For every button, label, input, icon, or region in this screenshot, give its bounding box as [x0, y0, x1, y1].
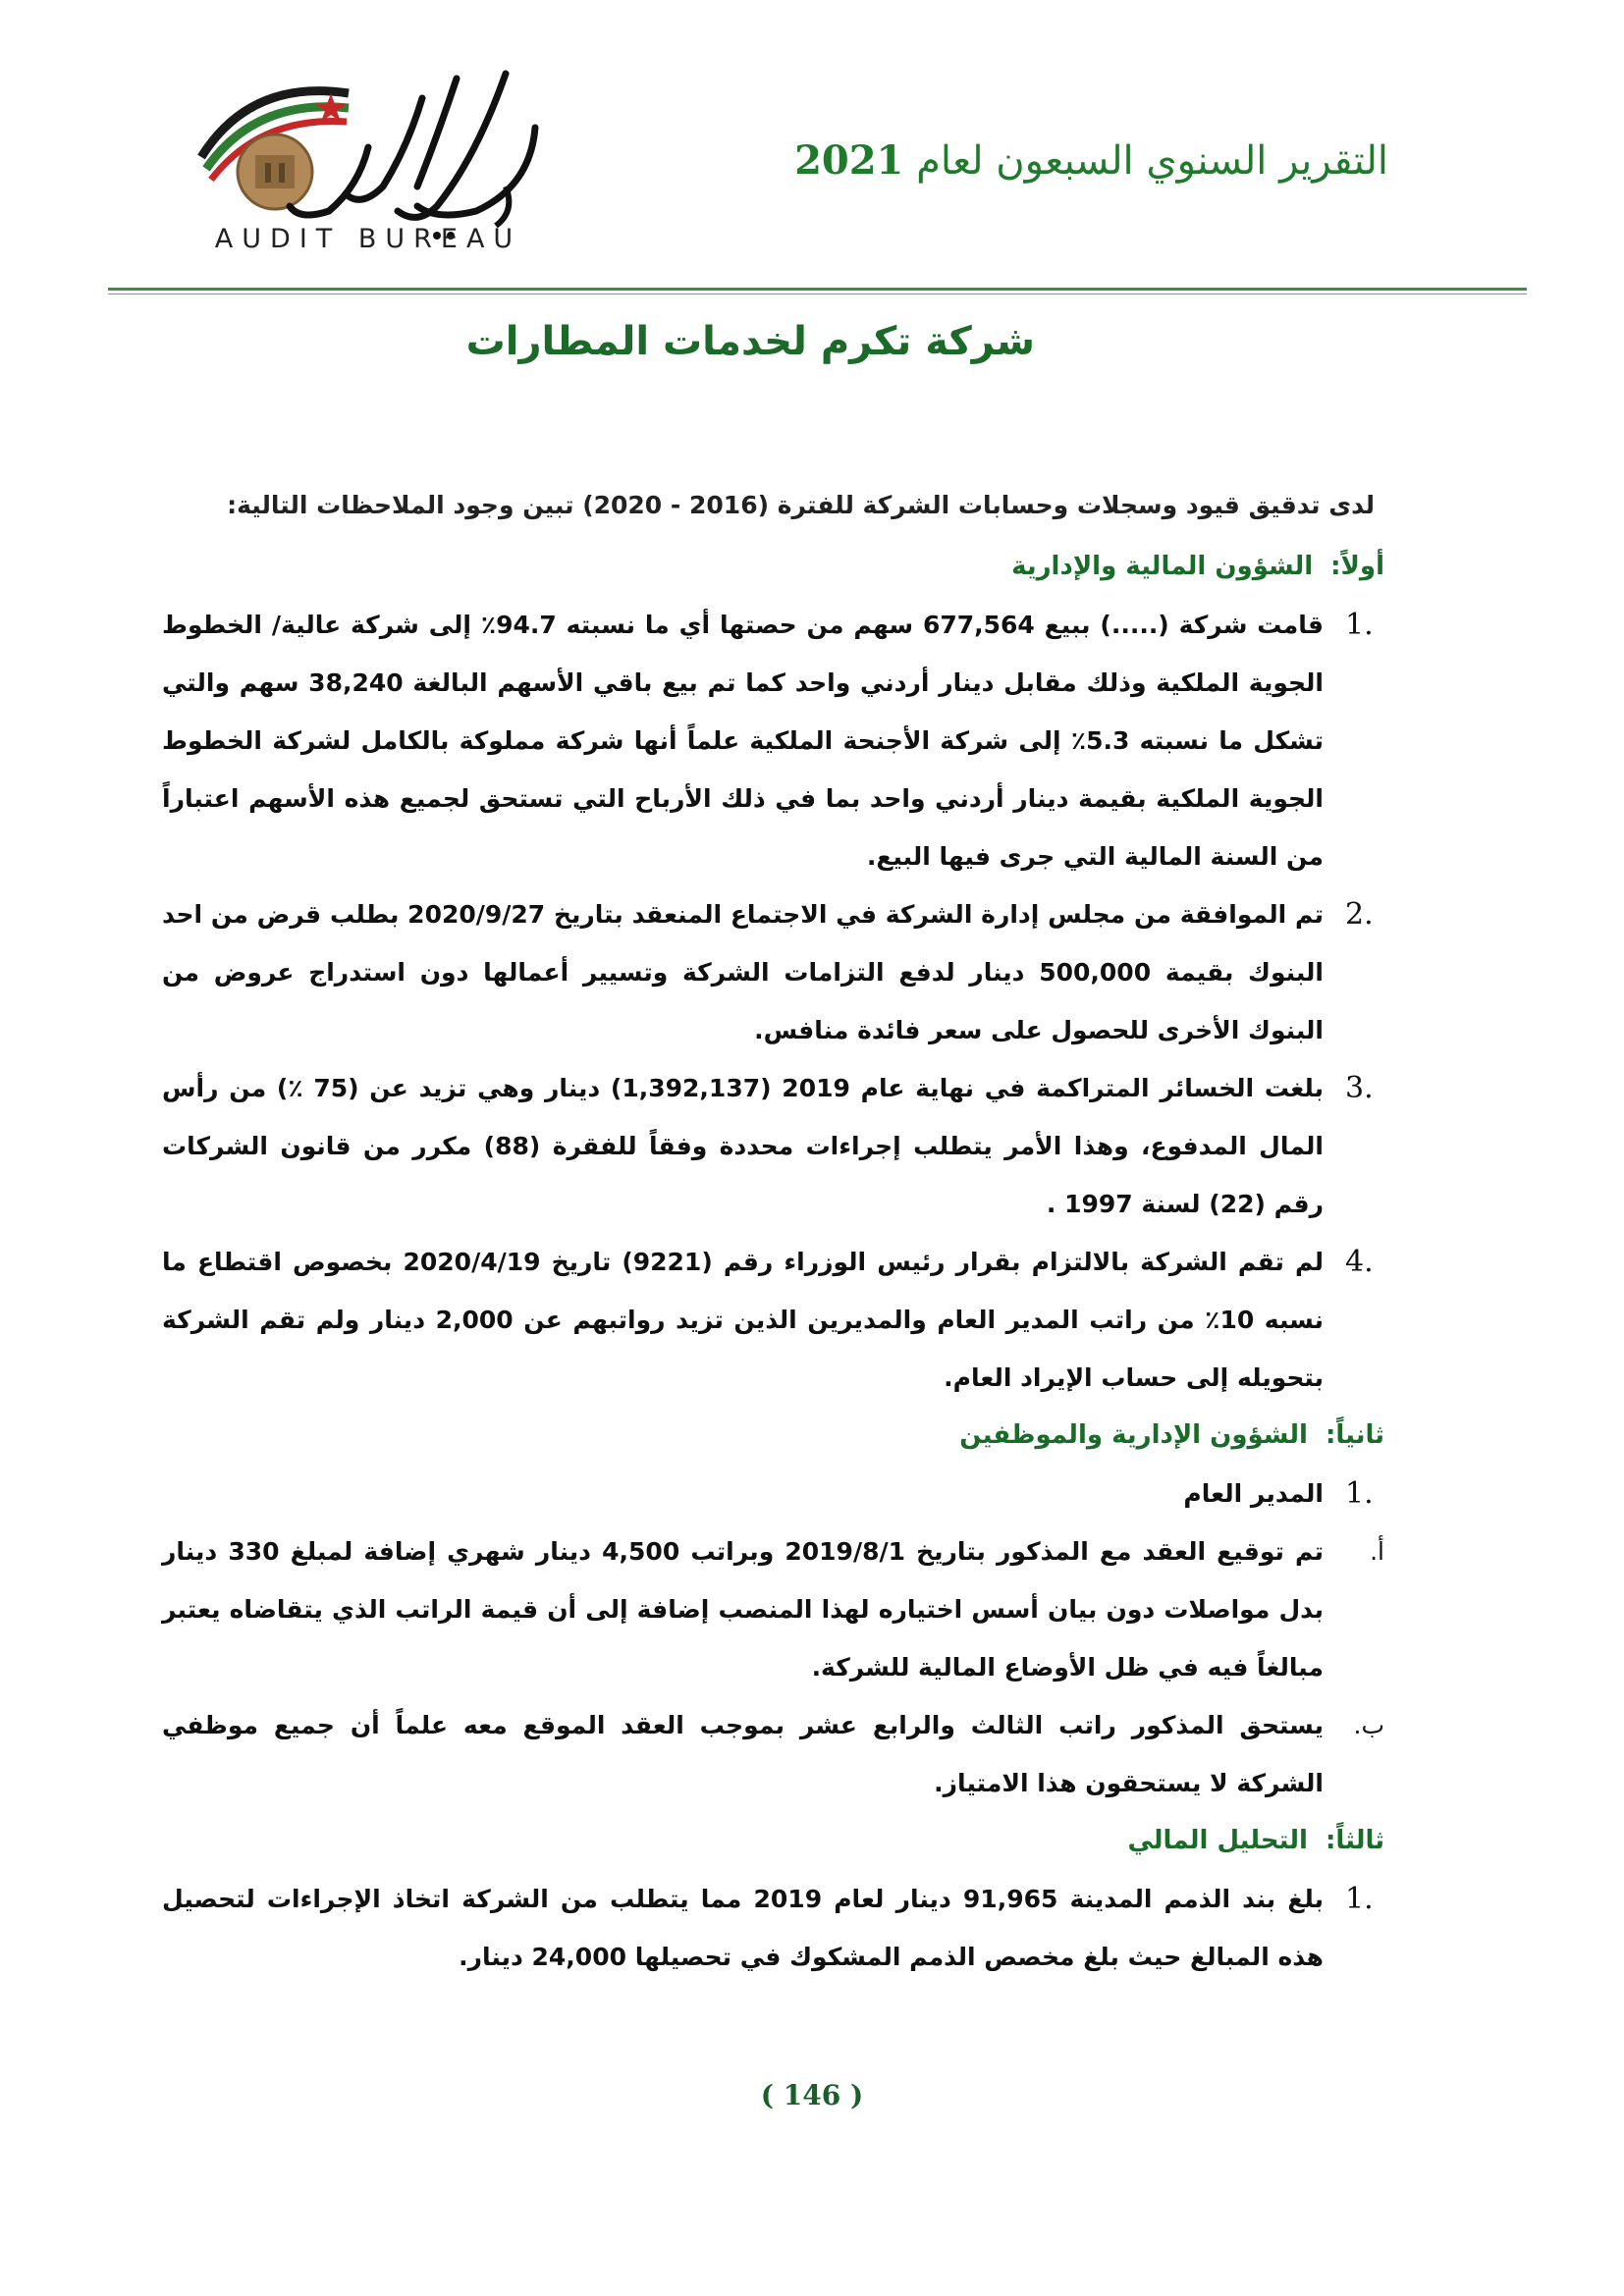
item-number: 1.: [1345, 1882, 1374, 1916]
company-title: شركة تكرم لخدمات المطارات: [465, 319, 1035, 364]
list-item: [162, 1059, 1384, 1233]
item-text: تم توقيع العقد مع المذكور بتاريخ 2019/8/1 وبراتب 4,500 دينار شهري إضافة لمبلغ 330 دينار بدل مواصلات دون بيان أسس اختياره لهذا المنصب إضافة إلى أن قيمة الراتب الذي يتقاضاه يعتبر مبالغاً فيه في ظل الأوضاع المالية للشركة.: [162, 1537, 1325, 1682]
list-item: [162, 1870, 1384, 1986]
item-text: بلغت الخسائر المتراكمة في نهاية عام 2019 (1,392,137) دينار وهي تزيد عن (75 ٪) من رأس المال المدفوع، وهذا الأمر يتطلب إجراءات محددة وفقاً للفقرة (88) مكرر من قانون الشركات رقم (22) لسنة 1997 .: [162, 1074, 1324, 1218]
section-heading: [162, 1812, 1384, 1870]
section-heading: [162, 538, 1384, 596]
section-heading: [162, 1407, 1384, 1465]
item-number: 3.: [1345, 1071, 1374, 1105]
section-label: أولاً:: [1330, 552, 1384, 581]
intro-paragraph: لدى تدقيق قيود وسجلات وحسابات الشركة للفترة (2016 - 2020) تبين وجود الملاحظات التالية:: [227, 491, 1375, 519]
section-title: التحليل المالي: [1127, 1826, 1308, 1855]
report-title: [794, 137, 1388, 184]
item-number: 1.: [1345, 1476, 1374, 1511]
page-number: ( 146 ): [760, 2079, 864, 2111]
section-label: ثالثاً:: [1325, 1826, 1384, 1855]
sub-heading-text: المدير العام: [1183, 1479, 1324, 1508]
item-number: 4.: [1345, 1245, 1374, 1279]
list-item: [162, 1233, 1384, 1407]
item-text: تم الموافقة من مجلس إدارة الشركة في الاجتماع المنعقد بتاريخ 2020/9/27 بطلب قرض من احد البنوك بقيمة 500,000 دينار لدفع التزامات الشركة وتسيير أعمالها دون استدراج عروض من البنوك الأخرى للحصول على سعر فائدة منافس.: [162, 900, 1325, 1044]
list-item: [162, 1696, 1384, 1812]
section-label: ثانياً:: [1325, 1420, 1384, 1450]
sub-heading: [162, 1465, 1384, 1522]
report-body: [162, 476, 1384, 1986]
logo-caption: AUDIT BUREAU: [214, 224, 522, 254]
item-text: يستحق المذكور راتب الثالث والرابع عشر بموجب العقد الموقع معه علماً أن جميع موظفي الشركة لا يستحقون هذا الامتياز.: [162, 1711, 1324, 1797]
item-text: لم تقم الشركة بالالتزام بقرار رئيس الوزراء رقم (9221) تاريخ 2020/4/19 بخصوص اقتطاع ما نسبه 10٪ من راتب المدير العام والمديرين الذين تزيد رواتبهم عن 2,000 دينار ولم تقم الشركة بتحويله إلى حساب الإيراد العام.: [162, 1248, 1325, 1392]
report-year: 2021: [794, 137, 904, 184]
report-title-text: التقرير السنوي السبعون لعام: [916, 138, 1388, 184]
header-divider: [108, 288, 1527, 291]
item-letter: ب.: [1353, 1711, 1384, 1739]
list-item: [162, 885, 1384, 1059]
page-header: [0, 0, 1624, 364]
section-title: الشؤون الإدارية والموظفين: [959, 1420, 1308, 1450]
item-number: 2.: [1345, 897, 1374, 932]
item-text: قامت شركة (.....) ببيع 677,564 سهم من حصتها أي ما نسبته 94.7٪ إلى شركة عالية/ الخطوط الجوية الملكية وذلك مقابل دينار أردني واحد كما تم بيع باقي الأسهم البالغة 38,240 سهم والتي تشكل ما نسبته 5.3٪ إلى شركة الأجنحة الملكية علماً أنها شركة مملوكة بالكامل لشركة الخطوط الجوية الملكية بقيمة دينار أردني واحد بما في ذلك الأرباح التي تستحق لجميع هذه الأسهم اعتباراً من السنة المالية التي جرى فيها البيع.: [162, 611, 1324, 871]
item-number: 1.: [1345, 608, 1374, 642]
list-item: [162, 1522, 1384, 1696]
section-title: الشؤون المالية والإدارية: [1011, 552, 1314, 581]
item-text: بلغ بند الذمم المدينة 91,965 دينار لعام 2019 مما يتطلب من الشركة اتخاذ الإجراءات لتحصيل هذه المبالغ حيث بلغ مخصص الذمم المشكوك في تحصيلها 24,000 دينار.: [162, 1885, 1324, 1971]
list-item: [162, 596, 1384, 885]
item-letter: أ.: [1370, 1537, 1384, 1566]
audit-bureau-logo: [182, 39, 555, 250]
